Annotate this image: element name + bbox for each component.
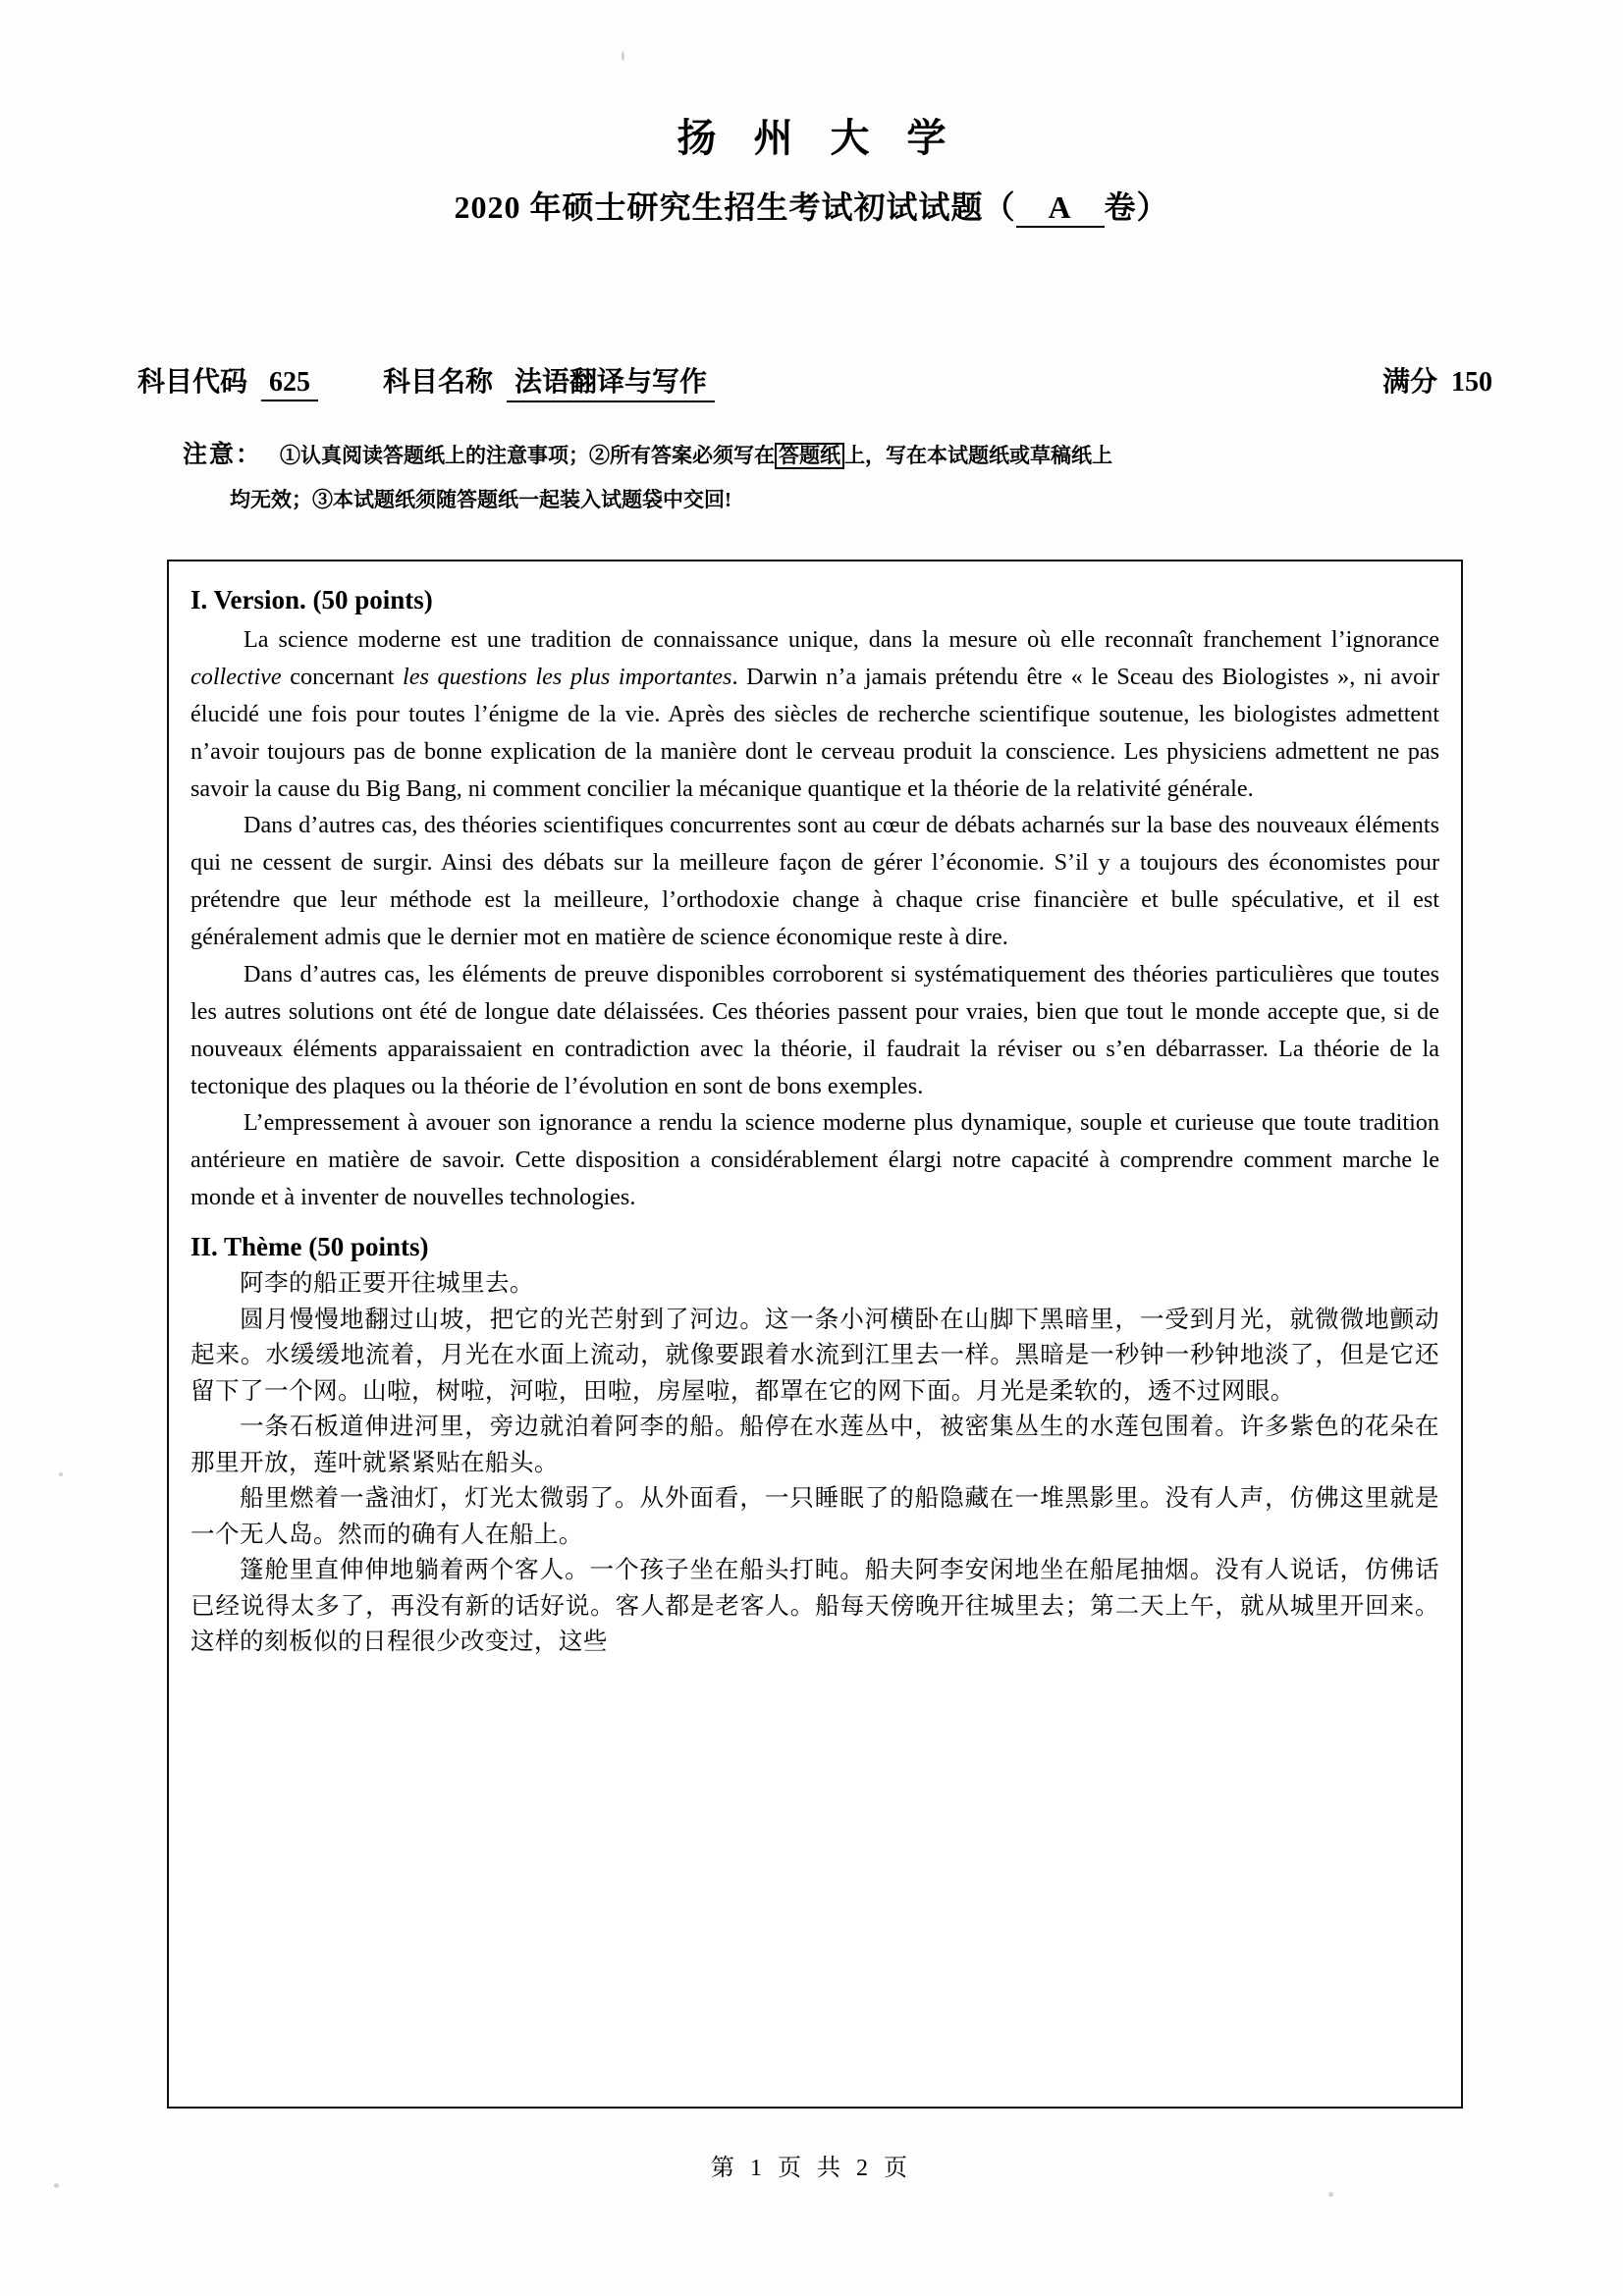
passage-paragraph — [190, 807, 1439, 956]
passage-paragraph — [190, 621, 1439, 807]
notice-text-part1: ①认真阅读答题纸上的注意事项；②所有答案必须写在 — [280, 444, 776, 467]
emphasis-text: collective — [190, 663, 282, 690]
subject-code-label: 科目代码 — [137, 367, 248, 398]
scan-speck — [59, 1472, 63, 1476]
passage-paragraph: 圆月慢慢地翻过山坡，把它的光芒射到了河边。这一条小河横卧在山脚下黑暗里，一受到月光，就微微地颤动起来。水缓缓地流着，月光在水面上流动，就像要跟着水流到江里去一样。黑暗是一秒钟一秒钟地淡了，但是它还留下了一个网。山啦，树啦，河啦，田啦，房屋啦，都罩在它的网下面。月光是柔软的，透不过网眼。 — [190, 1306, 1439, 1405]
scan-speck — [54, 2183, 59, 2188]
notice-text-part2: 上，写在本试题纸或草稿纸上 — [844, 444, 1113, 467]
passage-paragraph — [190, 956, 1439, 1105]
exam-title-prefix: 2020 年硕士研究生招生考试初试试题（ — [454, 189, 1016, 225]
page-number-text: 第 1 页 共 2 页 — [711, 2156, 912, 2181]
document-header — [0, 116, 1623, 228]
sections-container — [190, 585, 1439, 1661]
notice-label: 注意： — [183, 442, 263, 468]
body-text: Dans d’autres cas, des théories scientifiques concurrentes sont au cœur de débats acharnés sur la base des nouveaux éléments qui ne cessent de surgir. Ainsi des débats sur la meilleure façon de gérer l’économie. S’il y a toujours des économistes pour prétendre que leur méthode est la meilleure, l’orthodoxie change à chaque crise financière et bulle spéculative, et il est généralement admis que le dernier mot en matière de science économique reste à dire. — [190, 812, 1439, 950]
exam-title — [0, 183, 1623, 228]
exam-content-box — [167, 560, 1463, 2109]
notice-line-2: 均无效；③本试题纸须随答题纸一起装入试题袋中交回! — [230, 487, 731, 511]
section-heading: I. Version. (50 points) — [190, 585, 433, 614]
subject-code-value: 625 — [261, 367, 318, 401]
university-name: 扬 州 大 学 — [676, 116, 960, 160]
notice-line-1 — [183, 432, 1469, 480]
page-footer — [0, 2148, 1623, 2182]
scan-speck — [1328, 2192, 1333, 2197]
passage-paragraph — [190, 1104, 1439, 1216]
passage-paragraph: 一条石板道伸进河里，旁边就泊着阿李的船。船停在水莲丛中，被密集丛生的水莲包围着。许多紫色的花朵在那里开放，莲叶就紧紧贴在船头。 — [190, 1414, 1439, 1476]
total-score-value: 150 — [1451, 367, 1492, 398]
subject-info-line — [137, 360, 1492, 402]
section-heading: II. Thème (50 points) — [190, 1232, 429, 1261]
notice-boxed-term: 答题纸 — [775, 443, 844, 469]
body-text: L’empressement à avouer son ignorance a rendu la science moderne plus dynamique, souple et curieuse que toute tradition antérieure en matière de savoir. Cette disposition a considérablement élargi notre capacité à comprendre comment marche le monde et à inventer de nouvelles technologies. — [190, 1109, 1439, 1211]
passage-paragraph: 船里燃着一盏油灯，灯光太微弱了。从外面看，一只睡眠了的船隐藏在一堆黑影里。没有人声，仿佛这里就是一个无人岛。然而的确有人在船上。 — [190, 1485, 1439, 1548]
body-text: La science moderne est une tradition de connaissance unique, dans la mesure où elle reconnaît franchement l’ignorance — [243, 626, 1439, 653]
exam-volume-value: A — [1016, 189, 1105, 228]
body-text: concernant — [281, 663, 403, 690]
subject-name-label: 科目名称 — [383, 367, 494, 398]
subject-name-value: 法语翻译与写作 — [507, 360, 715, 402]
exam-title-suffix: 卷） — [1104, 189, 1169, 225]
total-score-label: 满分 — [1381, 367, 1437, 398]
passage-paragraph: 篷舱里直伸伸地躺着两个客人。一个孩子坐在船头打盹。船夫阿李安闲地坐在船尾抽烟。没有人说话，仿佛话已经说得太多了，再没有新的话好说。客人都是老客人。船每天傍晚开往城里去；第二天上午，就从城里开回来。这样的刻板似的日程很少改变过，这些 — [190, 1557, 1439, 1656]
body-text: Dans d’autres cas, les éléments de preuve disponibles corroborent si systématiquement des théories particulières que toutes les autres solutions ont été de longue date délaissées. Ces théories passent pour vraies, bien que tout le monde accepte que, si de nouveaux éléments apparaissaient en contradiction avec la théorie, il faudrait la réviser ou s’en débarrasser. La théorie de la tectonique des plaques ou la théorie de l’évolution en sont de bons exemples. — [190, 960, 1439, 1099]
emphasis-text: les questions les plus importantes — [402, 663, 732, 690]
scan-speck — [622, 51, 624, 61]
notice-block — [183, 432, 1469, 520]
passage-paragraph: 阿李的船正要开往城里去。 — [240, 1270, 534, 1297]
body-text: . Darwin n’a jamais prétendu être « le Sceau des Biologistes », ni avoir élucidé une fois pour toutes l’énigme de la vie. Après des siècles de recherche scientifique soutenue, les biologistes admettent n’avoir toujours pas de bonne explication de la manière dont le cerveau produit la conscience. Les physiciens admettent ne pas savoir la cause du Big Bang, ni comment concilier la mécanique quantique et la théorie de la relativité générale. — [190, 663, 1439, 802]
